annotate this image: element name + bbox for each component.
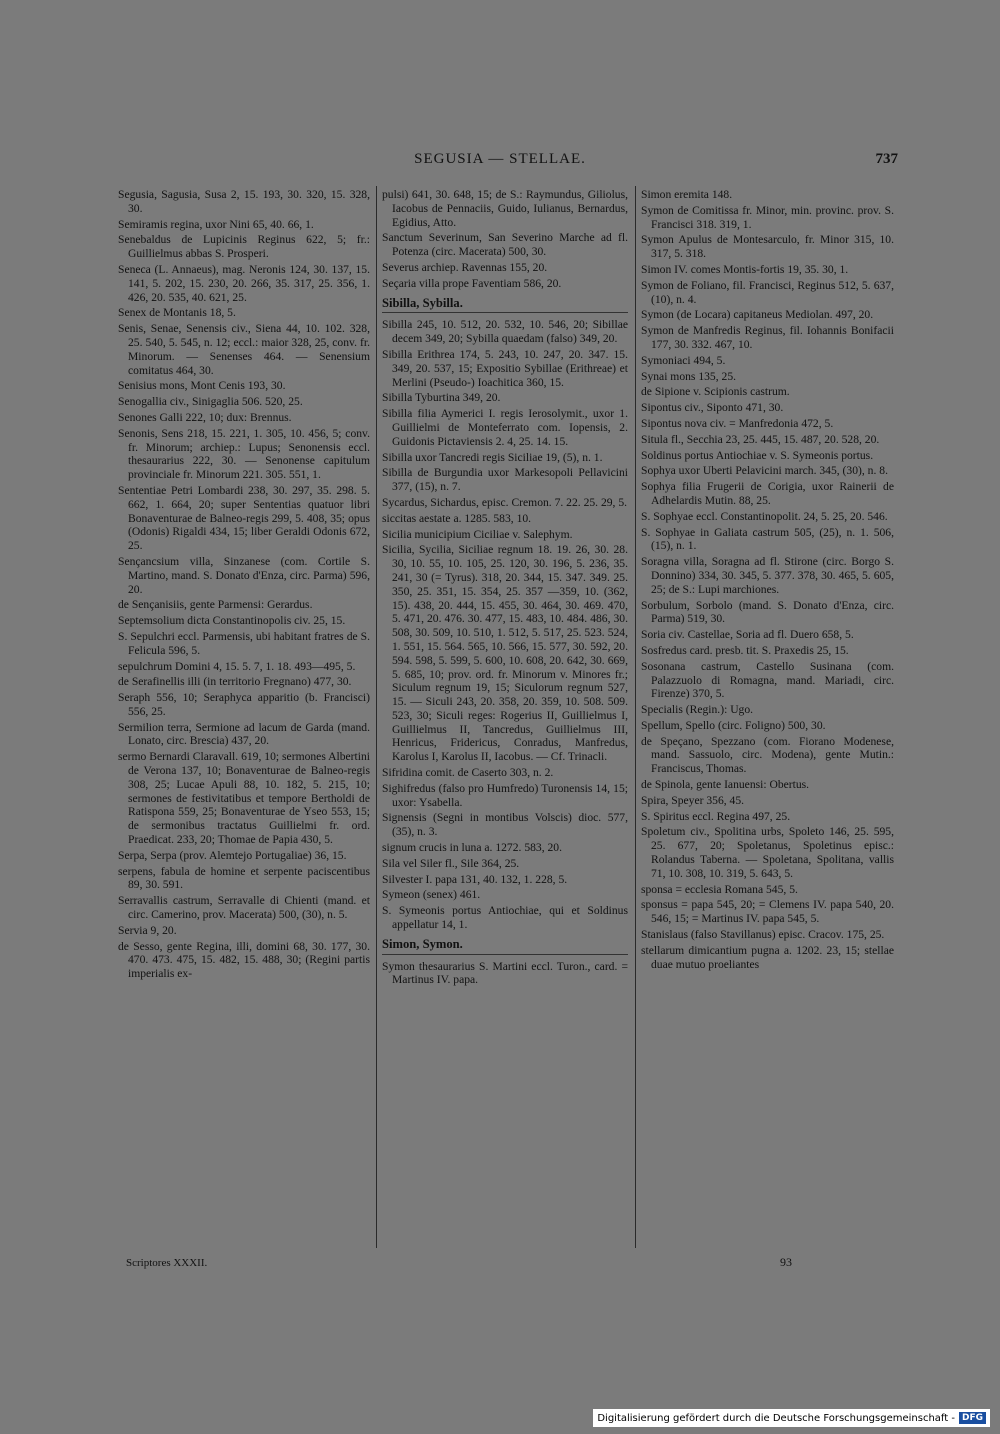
index-entry: de Speçano, Spezzano (com. Fiorano Modenese, mand. Sassuolo, circ. Modena), gente Mutin.: Franciscus, Thomas. [641,734,894,776]
index-entry: de Sesso, gente Regina, illi, domini 68, 30. 177, 30. 470. 473. 475, 15. 482, 15. 488, 30; (Regini partis imperialis ex- [118,939,370,981]
index-entry: Sosfredus card. presb. tit. S. Praxedis 25, 15. [641,643,849,657]
index-entry: Sophya uxor Uberti Pelavicini march. 345, (30), n. 8. [641,464,888,478]
index-entry: Symon de Manfredis Reginus, fil. Iohannis Bonifacii 177, 30. 332. 467, 10. [641,324,894,351]
index-entry: Senisius mons, Mont Cenis 193, 30. [118,379,286,393]
index-entry: Sorbulum, Sorbolo (mand. S. Donato d'Enza, circ. Parma) 519, 30. [641,598,894,626]
index-entry: de Sençanisiis, gente Parmensi: Gerardus. [118,598,313,612]
index-column-2 [382,188,628,989]
index-entry: S. Spiritus eccl. Regina 497, 25. [641,809,791,823]
column-divider [635,186,636,1248]
index-entry: Serpa, Serpa (prov. Alemtejo Portugaliae) 36, 15. [118,848,347,862]
index-entry: Symeon (senex) 461. [382,888,481,902]
index-entry: Sycardus, Sichardus, episc. Cremon. 7. 22. 25. 29, 5. [382,495,628,509]
index-entry: Situla fl., Secchia 23, 25. 445, 15. 487, 20. 528, 20. [641,432,880,446]
index-entry: pulsi) 641, 30. 648, 15; de S.: Raymundus, Giliolus, Iacobus de Pennaciis, Guido, Iulianus, Bernardus, Egidius, Atto. [382,188,628,229]
index-entry: Soldinus portus Antiochiae v. S. Symeonis portus. [641,448,874,462]
index-entry: siccitas aestate a. 1285. 583, 10. [382,511,532,525]
index-entry: Symoniaci 494, 5. [641,353,726,367]
index-column-3 [641,188,894,973]
index-entry: serpens, fabula de homine et serpente paciscentibus 89, 30. 591. [118,864,370,892]
index-entry: Sibilla 245, 10. 512, 20. 532, 10. 546, 20; Sibillae decem 349, 20; Sybilla quaedam (falso) 349, 20. [382,318,628,346]
index-entry: Soragna villa, Soragna ad fl. Stirone (circ. Borgo S. Donnino) 334, 30. 345, 5. 377. 378, 30. 465, 5. 605, 25; de S.: Lupi marchiones. [641,555,894,596]
index-entry: Senebaldus de Lupicinis Reginus 622, 5; fr.: Guillielmus abbas S. Prosperi. [118,233,370,261]
index-entry: Segusia, Sagusia, Susa 2, 15. 193, 30. 320, 15. 328, 30. [118,188,370,215]
index-entry: Simon IV. comes Montis-fortis 19, 35. 30, 1. [641,262,849,276]
index-entry: Sighifredus (falso pro Humfredo) Turonensis 14, 15; uxor: Ysabella. [382,781,628,809]
index-entry: de Sipione v. Scipionis castrum. [641,385,790,399]
index-entry: sermo Bernardi Claravall. 619, 10; sermones Albertini de Verona 137, 10; Bonaventurae de Balneo-regis 308, 25; Lucae Apuli 88, 10. 182, 5. 215, 10; sermones de festivitatibus et tempore Bertholdi de Ratispona 559, 25; Bonaventurae de Yseo 553, 15; de sermonibus tractatus Guillielmi fr. ord. Praedicat. 233, 20; Thomae de Papia 430, 5. [118,750,370,847]
index-entry: de Spinola, gente Ianuensi: Obertus. [641,778,810,792]
index-entry: Spellum, Spello (circ. Foligno) 500, 30. [641,718,826,732]
column-divider [376,186,377,1248]
index-entry: S. Symeonis portus Antiochiae, qui et Soldinus appellatur 14, 1. [382,904,628,932]
index-entry: Serravallis castrum, Serravalle di Chienti (mand. et circ. Camerino, prov. Macerata) 500, (30), n. 5. [118,894,370,922]
index-entry: Signensis (Segni in montibus Volscis) dioc. 577, (35), n. 3. [382,811,628,839]
index-entry: sponsa = ecclesia Romana 545, 5. [641,882,798,896]
index-entry: signum crucis in luna a. 1272. 583, 20. [382,841,563,855]
index-entry: Seçaria villa prope Faventiam 586, 20. [382,276,562,290]
index-entry: Sicilia municipium Ciciliae v. Salephym. [382,527,573,541]
dfg-logo-icon: DFG [959,1412,986,1424]
index-entry: Sibilla de Burgundia uxor Markesopoli Pellavicini 377, (15), n. 7. [382,466,628,494]
index-entry: sponsus = papa 545, 20; = Clemens IV. papa 540, 20. 546, 15; = Martinus IV. papa 545, 5. [641,898,894,926]
index-entry: Sila vel Siler fl., Sile 364, 25. [382,856,520,870]
index-entry: Seneca (L. Annaeus), mag. Neronis 124, 30. 137, 15. 141, 5. 202, 15. 230, 20. 266, 35. 317, 25. 356, 1. 426, 20. 535, 40. 621, 25. [118,262,370,304]
index-entry: Semiramis regina, uxor Nini 65, 40. 66, 1. [118,217,314,231]
index-entry: Sibilla Erithrea 174, 5. 243, 10. 247, 20. 347. 15. 349, 20. 537, 15; Expositio Sybillae (Erithreae) et Merlini (Pseudo-) Ioachitica 360, 15. [382,347,628,389]
index-entry: Silvester I. papa 131, 40. 132, 1. 228, 5. [382,872,568,886]
signature-mark: Scriptores XXXII. [126,1257,208,1269]
index-entry: Severus archiep. Ravennas 155, 20. [382,260,548,274]
index-entry: Specialis (Regin.): Ugo. [641,703,754,717]
index-entry: Senogallia civ., Sinigaglia 506. 520, 25. [118,395,303,409]
index-entry: Sententiae Petri Lombardi 238, 30. 297, 35. 298. 5. 662, 1. 664, 20; super Sententias quatuor libri Bonaventurae de Balneo-regis 299, 5. 408, 35; opus (Odonis) Rigaldi 434, 15; liber Geraldi Odonis 672, 25. [118,483,370,553]
index-entry: Sibilla filia Aymerici I. regis Ierosolymit., uxor 1. Guillielmi de Monteferrato com. Iopensis, 2. Guidonis Pictaviensis 2. 4, 25. 14. 15. [382,407,628,448]
index-entry: Sosonana castrum, Castello Susinana (com. Palazzuolo di Romagna, mand. Mariadi, circ. Firenze) 370, 5. [641,659,894,701]
index-entry: Symon (de Locara) capitaneus Mediolan. 497, 20. [641,308,874,322]
index-entry: Septemsolium dicta Constantinopolis civ. 25, 15. [118,614,346,628]
index-entry: Symon de Foliano, fil. Francisci, Reginus 512, 5. 637, (10), n. 4. [641,278,894,306]
index-entry: Senones Galli 222, 10; dux: Brennus. [118,410,292,424]
section-heading: Simon, Symon. [382,938,628,955]
index-entry: Stanislaus (falso Stavillanus) episc. Cracov. 175, 25. [641,928,885,942]
index-entry: Sicilia, Sycilia, Siciliae regnum 18. 19. 26, 30. 28. 30, 10. 55, 10. 105, 25. 120, 30. 196, 5. 236, 35. 241, 30 (= Tyrus). 318, 20. 344, 15. 347. 349. 25. 350, 25. 351, 15. 354, 25. 357 —359, 10. (362, 15). 438, 20. 444, 15. 455, 30. 464, 30. 469. 470, 5. 471, 20. 476. 30. 477, 15. 483, 10. 484. 486, 30. 508, 30. 509, 10. 510, 1. 512, 5. 517, 25. 523. 524, 1. 551, 15. 564. 565, 10. 566, 15. 577, 30. 592, 20. 594. 598, 5. 599, 5. 600, 10. 608, 20. 642, 30. 669, 5. 685, 10; prov. ord. fr. Minorum v. Minores fr.; Siculum regnum 19, 15; Siculorum regnum 527, 15. — Siculi 243, 20. 358, 20. 359, 10. 508. 509. 523, 30; Siculi reges: Rogerius II, Guillielmus I, Guillielmus II, Tancredus, Guillielmus III, Henricus, Fridericus, Conradus, Manfredus, Karolus I, Karolus II, Iacobus. — Cf. Trinacli. [382,543,628,764]
index-entry: Sençancsium villa, Sinzanese (com. Cortile S. Martino, mand. S. Donato d'Enza, circ. Parma) 596, 20. [118,554,370,596]
index-entry: Spira, Speyer 356, 45. [641,793,745,807]
index-entry: Sifridina comit. de Caserto 303, n. 2. [382,766,554,780]
index-entry: S. Sophyae in Galiata castrum 505, (25), n. 1. 506, (15), n. 1. [641,525,894,553]
index-entry: Symon de Comitissa fr. Minor, min. provinc. prov. S. Francisci 318. 319, 1. [641,203,894,231]
index-entry: Sibilla Tyburtina 349, 20. [382,391,501,405]
signature-number: 93 [780,1255,792,1269]
running-header: SEGUSIA — STELLAE. [414,151,586,167]
index-entry: Spoletum civ., Spolitina urbs, Spoleto 146, 25. 595, 25. 677, 20; Spoletanus, Spoletinus episc.: Rolandus Taberna. — Spoletana, Spolitana, vallis 71, 10. 308, 10. 319, 5. 643, 5. [641,825,894,880]
digitization-credit [593,1409,990,1427]
index-entry: Sanctum Severinum, San Severino Marche ad fl. Potenza (circ. Macerata) 500, 30. [382,231,628,259]
index-entry: S. Sophyae eccl. Constantinopolit. 24, 5. 25, 20. 546. [641,509,888,523]
index-entry: Sibilla uxor Tancredi regis Siciliae 19, (5), n. 1. [382,450,603,464]
index-entry: Symon thesaurarius S. Martini eccl. Turon., card. = Martinus IV. papa. [382,959,628,987]
index-entry: Senex de Montanis 18, 5. [118,306,236,320]
index-entry: sepulchrum Domini 4, 15. 5. 7, 1. 18. 493—495, 5. [118,659,356,673]
section-heading: Sibilla, Sybilla. [382,297,628,314]
index-entry: S. Sepulchri eccl. Parmensis, ubi habitant fratres de S. Felicula 596, 5. [118,629,370,657]
index-entry: Symon Apulus de Montesarculo, fr. Minor 315, 10. 317, 5. 318. [641,233,894,261]
index-entry: Simon eremita 148. [641,188,733,201]
index-entry: Sipontus nova civ. = Manfredonia 472, 5. [641,416,834,430]
index-entry: Synai mons 135, 25. [641,369,737,383]
index-entry: Sophya filia Frugerii de Corigia, uxor Rainerii de Adhelardis Mutin. 88, 25. [641,480,894,507]
index-entry: Senonis, Sens 218, 15. 221, 1. 305, 10. 456, 5; conv. fr. Minorum; archiep.: Lupus; Senonensis eccl. thesaurarius 222, 30. — Senonense capitulum provinciale fr. Minorum 221. 305. 551, 1. [118,426,370,482]
index-entry: Sipontus civ., Siponto 471, 30. [641,401,784,415]
index-entry: Senis, Senae, Senensis civ., Siena 44, 10. 102. 328, 25. 540, 5. 545, n. 12; eccl.: maior 328, 25, conv. fr. Minorum. — Senenses 464. — Senensium comitatus 464, 30. [118,322,370,377]
index-entry: Sermilion terra, Sermione ad lacum de Garda (mand. Lonato, circ. Brescia) 437, 20. [118,720,370,748]
index-entry: Servia 9, 20. [118,923,177,937]
index-entry: stellarum dimicantium pugna a. 1202. 23, 15; stellae duae mutuo proeliantes [641,943,894,971]
credit-text: Digitalisierung gefördert durch die Deutsche Forschungsgemeinschaft - [597,1412,955,1424]
index-entry: Seraph 556, 10; Seraphyca apparitio (b. Francisci) 556, 25. [118,691,370,718]
index-entry: Soria civ. Castellae, Soria ad fl. Duero 658, 5. [641,628,854,642]
page-number: 737 [875,151,898,167]
index-entry: de Serafinellis illi (in territorio Fregnano) 477, 30. [118,675,352,689]
index-column-1 [118,188,370,983]
